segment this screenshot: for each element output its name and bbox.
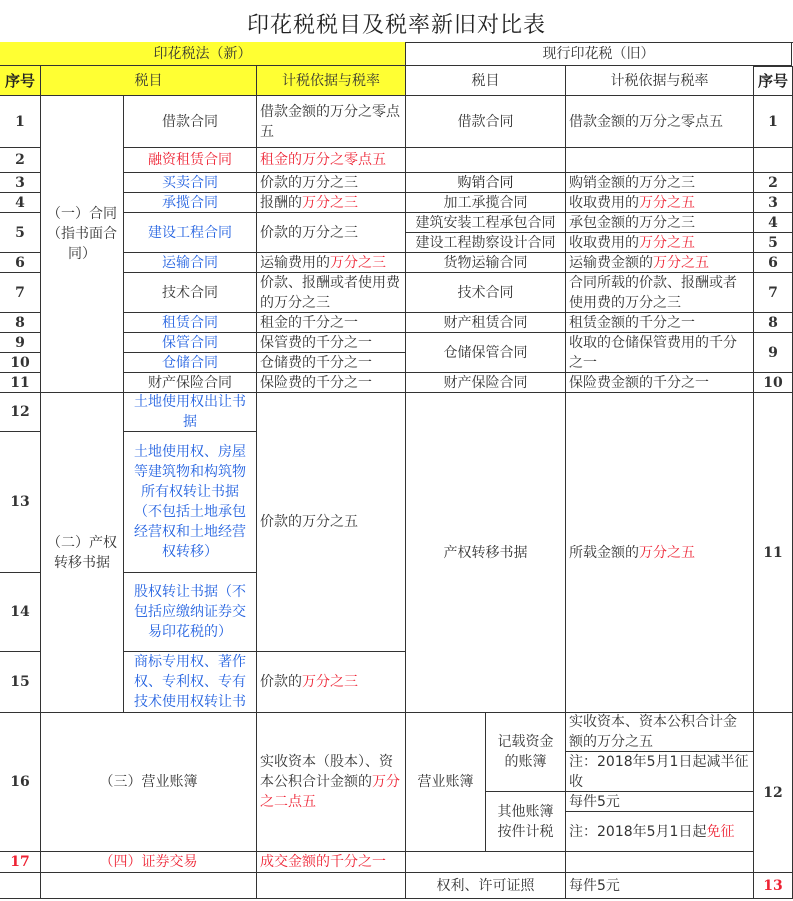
old-basis-11-rate: 万分之五: [639, 544, 695, 561]
new-basis-10: 仓储费的千分之一: [257, 353, 406, 373]
old-seq-6: 6: [754, 253, 793, 273]
new-item-8: 租赁合同: [124, 313, 257, 333]
old-basis-12-other: 每件5元: [566, 792, 754, 812]
new-basis-15-rate: 万分之三: [302, 674, 358, 690]
old-item-8: 财产租赁合同: [406, 313, 566, 333]
old-basis-6-rate: 万分之五: [653, 254, 709, 271]
header-seq-old: 序号: [754, 66, 793, 96]
old-seq-empty: [754, 148, 793, 173]
new-seq-15: 15: [0, 652, 41, 713]
category-contract: [41, 96, 124, 393]
old-item-3: 加工承揽合同: [406, 193, 566, 213]
new-basis-17: 成交金额的千分之一: [257, 852, 406, 873]
header-basis-new: 计税依据与税率: [257, 66, 406, 96]
old-item-12-sub-2: 其他账簿按件计税: [486, 792, 566, 852]
old-item-7: 技术合同: [406, 273, 566, 313]
new-basis-15: [257, 652, 406, 713]
old-seq-4: 4: [754, 213, 793, 233]
old-basis-9: 收取的仓储保管费用的千分之一: [566, 333, 754, 373]
old-item-9: 仓储保管合同: [406, 333, 566, 373]
new-item-10: 仓储合同: [124, 353, 257, 373]
old-basis-12-capital: 实收资本、资本公积合计金额的万分之五: [566, 713, 754, 752]
new-basis-4: [257, 193, 406, 213]
old-item-empty: [406, 148, 566, 173]
new-basis-transfer: 价款的万分之五: [257, 393, 406, 652]
new-section-header: 印花税法（新）: [0, 42, 406, 66]
old-seq-11: 11: [754, 393, 793, 713]
category-transfer-label: （二）产权转移书据: [47, 534, 117, 571]
new-seq-6: 6: [0, 253, 41, 273]
old-basis-12-other-note: [566, 812, 754, 852]
new-basis-1: 借款金额的万分之零点五: [257, 96, 406, 148]
old-seq-5: 5: [754, 233, 793, 253]
old-basis-13: 每件5元: [566, 873, 754, 899]
new-item-2: 融资租赁合同: [124, 148, 257, 173]
new-seq-12: 12: [0, 393, 41, 432]
new-item-7: 技术合同: [124, 273, 257, 313]
old-seq-3: 3: [754, 193, 793, 213]
new-basis-6: [257, 253, 406, 273]
new-basis-7: 价款、报酬或者使用费的万分之三: [257, 273, 406, 313]
new-basis-11: 保险费的千分之一: [257, 373, 406, 393]
old-seq-8: 8: [754, 313, 793, 333]
old-item-2: 购销合同: [406, 173, 566, 193]
new-basis-3: 价款的万分之三: [257, 173, 406, 193]
new-basis-9: 保管费的千分之一: [257, 333, 406, 353]
old-item-11: 产权转移书据: [406, 393, 566, 713]
old-item-10: 财产保险合同: [406, 373, 566, 393]
old-basis-12-capital-note: 注：2018年5月1日起减半征收: [566, 752, 754, 792]
old-basis-2: 购销金额的万分之三: [566, 173, 754, 193]
old-basis-5-rate: 万分之五: [639, 234, 695, 251]
new-seq-2: 2: [0, 148, 41, 173]
category-contract-label: （一）合同（指书面合同）: [47, 206, 117, 262]
new-seq-3: 3: [0, 173, 41, 193]
old-section-header: 现行印花税（旧）: [406, 42, 792, 66]
new-basis-6-prefix: 运输费用的: [260, 254, 330, 271]
old-seq-9: 9: [754, 333, 793, 373]
new-seq-9: 9: [0, 333, 41, 353]
old-item-empty-2: [406, 852, 566, 873]
old-seq-2: 2: [754, 173, 793, 193]
old-basis-5-prefix: 收取费用的: [569, 234, 639, 251]
new-item-14: 股权转让书据（不包括应缴纳证券交易印花税的）: [124, 573, 257, 652]
new-basis-4-rate: 万分之三: [302, 194, 358, 211]
old-item-6: 货物运输合同: [406, 253, 566, 273]
new-basis-16-rate: 万分之二点五: [260, 774, 400, 810]
old-basis-6: [566, 253, 754, 273]
old-basis-12-note-prefix: 注：2018年5月1日起: [569, 823, 707, 840]
new-basis-15-prefix: 价款的: [260, 674, 302, 690]
category-empty: [41, 873, 257, 899]
old-basis-4: 承包金额的万分之三: [566, 213, 754, 233]
new-item-13: 土地使用权、房屋等建筑物和构筑物所有权转让书据（不包括土地承包经营权和土地经营权转移）: [124, 432, 257, 573]
new-item-9: 保管合同: [124, 333, 257, 353]
old-basis-3-prefix: 收取费用的: [569, 194, 639, 211]
new-seq-16: 16: [0, 713, 41, 852]
new-item-11: 财产保险合同: [124, 373, 257, 393]
old-basis-3: [566, 193, 754, 213]
old-seq-7: 7: [754, 273, 793, 313]
old-seq-1: 1: [754, 96, 793, 148]
category-transfer: [41, 393, 124, 713]
old-basis-5: [566, 233, 754, 253]
new-item-6: 运输合同: [124, 253, 257, 273]
old-item-12: 营业账簿: [406, 713, 486, 852]
old-basis-7: 合同所载的价款、报酬或者使用费的万分之三: [566, 273, 754, 313]
new-seq-empty: [0, 873, 41, 899]
category-securities: （四）证券交易: [41, 852, 257, 873]
new-basis-4-prefix: 报酬的: [260, 194, 302, 211]
new-seq-11: 11: [0, 373, 41, 393]
new-basis-empty: [257, 873, 406, 899]
old-item-4: 建筑安装工程承包合同: [406, 213, 566, 233]
old-item-13: 权利、许可证照: [406, 873, 566, 899]
new-basis-2: 租金的万分之零点五: [257, 148, 406, 173]
new-basis-6-rate: 万分之三: [330, 254, 386, 271]
new-basis-8: 租金的千分之一: [257, 313, 406, 333]
old-basis-11-prefix: 所载金额的: [569, 544, 639, 561]
old-basis-8: 租赁金额的千分之一: [566, 313, 754, 333]
old-basis-11: [566, 393, 754, 713]
new-item-5: 建设工程合同: [124, 213, 257, 253]
new-seq-5: 5: [0, 213, 41, 253]
new-seq-14: 14: [0, 573, 41, 652]
new-seq-13: 13: [0, 432, 41, 573]
new-seq-8: 8: [0, 313, 41, 333]
old-seq-10: 10: [754, 373, 793, 393]
header-item-old: 税目: [406, 66, 566, 96]
new-basis-16-prefix: 实收资本（股本）、资本公积合计金额的: [260, 754, 393, 790]
old-basis-3-rate: 万分之五: [639, 194, 695, 211]
old-seq-13: 13: [754, 873, 793, 899]
old-basis-empty: [566, 148, 754, 173]
new-item-15: 商标专用权、著作权、专利权、专有技术使用权转让书: [124, 652, 257, 713]
new-basis-5: 价款的万分之三: [257, 213, 406, 253]
page-title: 印花税税目及税率新旧对比表: [246, 13, 546, 38]
new-item-3: 买卖合同: [124, 173, 257, 193]
old-item-12-sub-1: 记载资金的账簿: [486, 713, 566, 792]
header-basis-old: 计税依据与税率: [566, 66, 754, 96]
new-item-1: 借款合同: [124, 96, 257, 148]
new-seq-1: 1: [0, 96, 41, 148]
new-seq-4: 4: [0, 193, 41, 213]
old-basis-empty-2: [566, 852, 754, 873]
category-ledger: （三）营业账簿: [41, 713, 257, 852]
header-seq-new: 序号: [0, 66, 41, 96]
new-item-4: 承揽合同: [124, 193, 257, 213]
new-seq-10: 10: [0, 353, 41, 373]
new-basis-16: [257, 713, 406, 852]
old-seq-12: 12: [754, 713, 793, 873]
old-item-1: 借款合同: [406, 96, 566, 148]
header-item-new: 税目: [41, 66, 257, 96]
old-basis-6-prefix: 运输费金额的: [569, 254, 653, 271]
old-item-5: 建设工程勘察设计合同: [406, 233, 566, 253]
old-basis-10: 保险费金额的千分之一: [566, 373, 754, 393]
new-item-12: 土地使用权出让书据: [124, 393, 257, 432]
old-basis-12-note-exempt: 免征: [706, 823, 735, 840]
new-seq-17: 17: [0, 852, 41, 873]
new-seq-7: 7: [0, 273, 41, 313]
old-basis-1: 借款金额的万分之零点五: [566, 96, 754, 148]
